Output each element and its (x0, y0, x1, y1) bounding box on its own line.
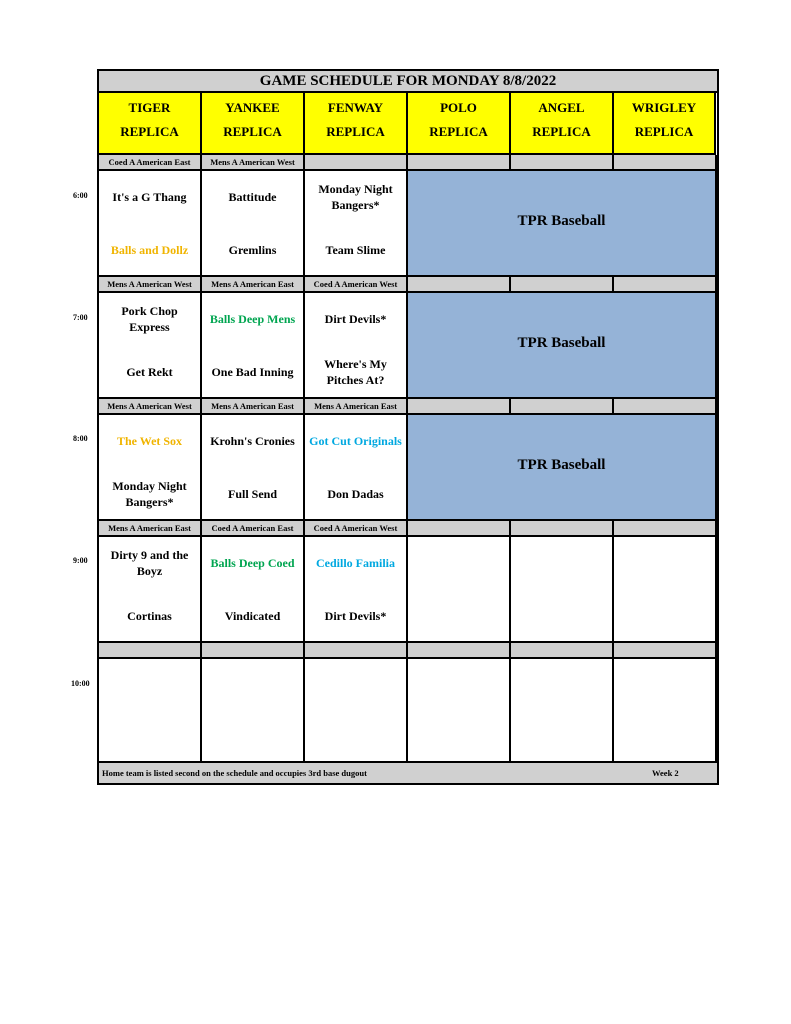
field-name: ANGEL (538, 100, 585, 115)
away-team: Dirt Devils* (324, 312, 387, 326)
empty-cell (408, 659, 511, 763)
footer-note: Home team is listed second on the schedule and occupies 3rd base dugout (102, 768, 367, 778)
field-type: REPLICA (532, 124, 591, 139)
division-label: Mens A American East (305, 399, 408, 415)
field-header-yankee (202, 93, 305, 155)
time-label: 9:00 (73, 556, 88, 565)
field-name: WRIGLEY (631, 100, 697, 115)
field-type: REPLICA (429, 124, 488, 139)
division-label (511, 643, 614, 659)
home-team: Gremlins (228, 243, 277, 257)
tpr-baseball-label: TPR Baseball (517, 456, 606, 473)
field-type: REPLICA (223, 124, 282, 139)
division-label: Mens A American West (99, 399, 202, 415)
division-label: Coed A American East (99, 155, 202, 171)
field-type: REPLICA (326, 124, 385, 139)
footer-bar (99, 763, 717, 783)
division-label (99, 643, 202, 659)
field-header-tiger (99, 93, 202, 155)
division-label: Mens A American East (99, 521, 202, 537)
home-team: Balls and Dollz (110, 243, 189, 257)
time-label: 6:00 (73, 191, 88, 200)
division-label (202, 643, 305, 659)
empty-cell (511, 659, 614, 763)
empty-cell (511, 537, 614, 643)
home-team: Don Dadas (327, 487, 384, 501)
division-label (305, 643, 408, 659)
field-header-angel (511, 93, 614, 155)
game-cell (99, 415, 202, 521)
division-label (614, 277, 717, 293)
field-type: REPLICA (634, 124, 694, 139)
game-cell (305, 415, 408, 521)
division-label (408, 643, 511, 659)
game-cell (202, 293, 305, 399)
away-team: Balls Deep Mens (209, 312, 296, 326)
home-team: Dirt Devils* (324, 609, 387, 623)
field-name: POLO (440, 100, 477, 115)
time-label: 7:00 (73, 313, 88, 322)
division-label (511, 155, 614, 171)
division-label (408, 399, 511, 415)
division-label (511, 399, 614, 415)
home-team: Team Slime (325, 243, 386, 257)
game-cell (99, 537, 202, 643)
division-label (511, 277, 614, 293)
away-team: Pork Chop Express (121, 304, 178, 334)
division-label: Coed A American East (202, 521, 305, 537)
away-team: Balls Deep Coed (210, 556, 295, 570)
game-cell (305, 537, 408, 643)
tpr-baseball-block (408, 293, 717, 399)
home-team: One Bad Inning (211, 365, 294, 379)
empty-cell (305, 659, 408, 763)
away-team: Cedillo Familia (316, 556, 395, 570)
division-label: Mens A American West (99, 277, 202, 293)
tpr-baseball-label: TPR Baseball (517, 212, 606, 229)
week-label: Week 2 (652, 768, 679, 778)
tpr-baseball-block (408, 415, 717, 521)
empty-cell (99, 659, 202, 763)
game-cell (202, 415, 305, 521)
game-cell (202, 537, 305, 643)
division-label (408, 155, 511, 171)
away-team: Dirty 9 and the Boyz (110, 548, 189, 578)
away-team: Monday Night Bangers* (318, 182, 393, 212)
game-cell (99, 293, 202, 399)
empty-cell (408, 537, 511, 643)
field-header-polo (408, 93, 511, 155)
schedule-title: GAME SCHEDULE FOR MONDAY 8/8/2022 (99, 71, 717, 93)
home-team: Full Send (227, 487, 278, 501)
division-label (614, 399, 717, 415)
division-label (614, 521, 717, 537)
home-team: Monday Night Bangers* (112, 479, 187, 509)
away-team: Battitude (228, 190, 277, 204)
empty-cell (614, 659, 717, 763)
division-label (614, 643, 717, 659)
home-team: Where's My Pitches At? (324, 357, 387, 387)
away-team: The Wet Sox (116, 434, 183, 448)
tpr-baseball-block (408, 171, 717, 277)
home-team: Vindicated (224, 609, 281, 623)
field-header-fenway (305, 93, 408, 155)
division-label: Coed A American West (305, 521, 408, 537)
division-label (408, 521, 511, 537)
time-label: 8:00 (73, 434, 88, 443)
away-team: Krohn's Cronies (210, 434, 295, 448)
division-label (408, 277, 511, 293)
game-cell (202, 171, 305, 277)
field-name: TIGER (128, 100, 171, 115)
division-label: Coed A American West (305, 277, 408, 293)
time-label: 10:00 (71, 679, 90, 688)
game-cell (305, 293, 408, 399)
division-label: Mens A American East (202, 399, 305, 415)
away-team: It's a G Thang (112, 190, 187, 204)
away-team: Got Cut Originals (309, 434, 402, 448)
division-label: Mens A American West (202, 155, 305, 171)
field-type: REPLICA (120, 124, 179, 139)
tpr-baseball-label: TPR Baseball (517, 334, 606, 351)
field-name: YANKEE (225, 100, 280, 115)
schedule-table (97, 69, 719, 785)
field-name: FENWAY (327, 100, 384, 115)
division-label: Mens A American East (202, 277, 305, 293)
game-cell (99, 171, 202, 277)
field-header-wrigley (614, 93, 716, 155)
home-team: Get Rekt (126, 365, 173, 379)
home-team: Cortinas (127, 609, 172, 623)
empty-cell (614, 537, 717, 643)
division-label (305, 155, 408, 171)
division-label (511, 521, 614, 537)
game-cell (305, 171, 408, 277)
empty-cell (202, 659, 305, 763)
division-label (614, 155, 717, 171)
